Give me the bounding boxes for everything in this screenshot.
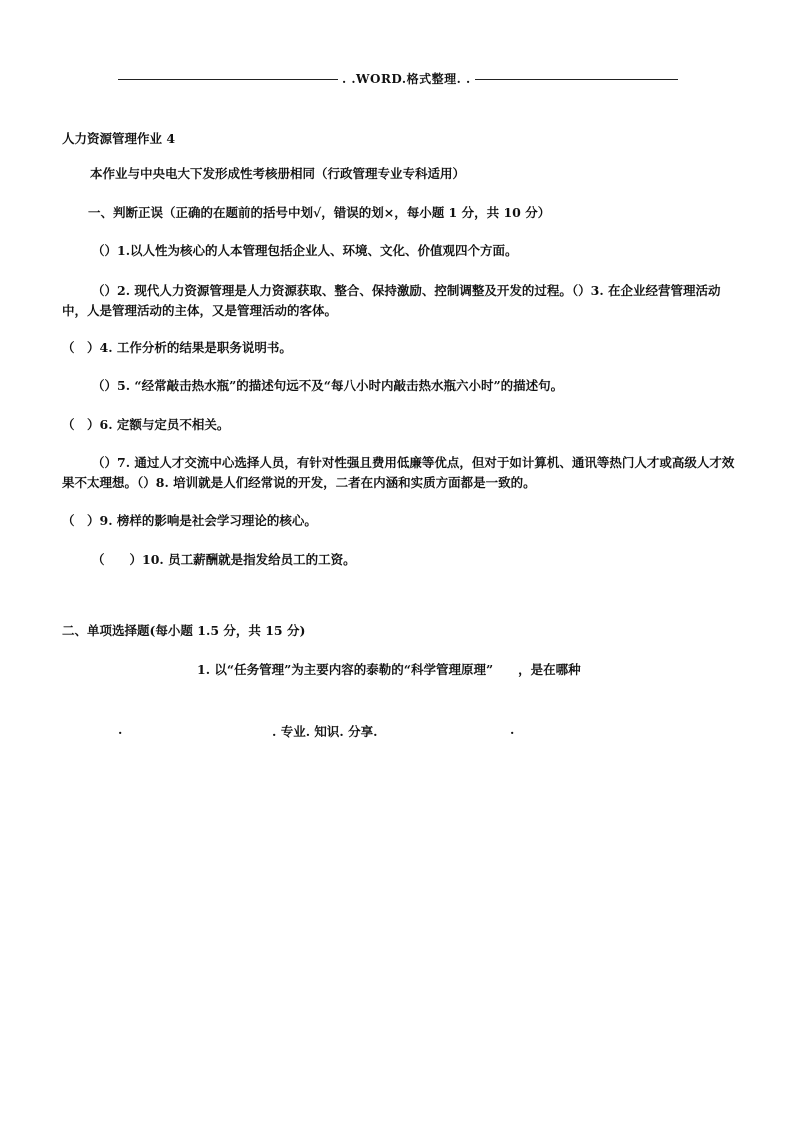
footer-right: . <box>510 722 515 737</box>
question-5: （）5. “经常敲击热水瓶”的描述句远不及“每八小时内敲击热水瓶六小时”的描述句。 <box>92 378 564 393</box>
footer-center: . 专业. 知识. 分享. <box>272 724 378 739</box>
question-1: （）1.以人性为核心的人本管理包括企业人、环境、文化、价值观四个方面。 <box>92 243 518 258</box>
question-2-3: （）2. 现代人力资源管理是人力资源获取、整合、保持激励、控制调整及开发的过程。（）3. 在企业经营管理活动中，人是管理活动的主体，又是管理活动的客体。 <box>62 283 721 318</box>
question-9: （ ）9. 榜样的影响是社会学习理论的核心。 <box>62 513 317 528</box>
footer-left: . <box>118 722 123 737</box>
header-text: . .WORD.格式整理. . <box>338 70 475 87</box>
question-10: （ ）10. 员工薪酬就是指发给员工的工资。 <box>92 552 356 567</box>
page-footer <box>118 722 518 740</box>
choice-question-1: 1. 以“任务管理”为主要内容的泰勒的“科学管理原理” ，是在哪种 <box>197 662 581 677</box>
document-title: 人力资源管理作业 4 <box>62 131 176 146</box>
question-6: （ ）6. 定额与定员不相关。 <box>62 417 230 432</box>
question-4: （ ）4. 工作分析的结果是职务说明书。 <box>62 340 292 355</box>
question-7-8: （）7. 通过人才交流中心选择人员，有针对性强且费用低廉等优点，但对于如计算机、通讯等热门人才或高级人才效果不太理想。（）8. 培训就是人们经常说的开发，二者在内涵和实质方面都是一致的。 <box>62 455 735 490</box>
section1-heading: 一、判断正误（正确的在题前的括号中划√，错误的划×，每小题 1 分，共 10 分） <box>88 205 551 220</box>
page-header <box>118 70 678 90</box>
intro-text: 本作业与中央电大下发形成性考核册相同（行政管理专业专科适用） <box>90 166 466 181</box>
section2-heading: 二、单项选择题(每小题 1.5 分，共 15 分) <box>62 623 306 638</box>
